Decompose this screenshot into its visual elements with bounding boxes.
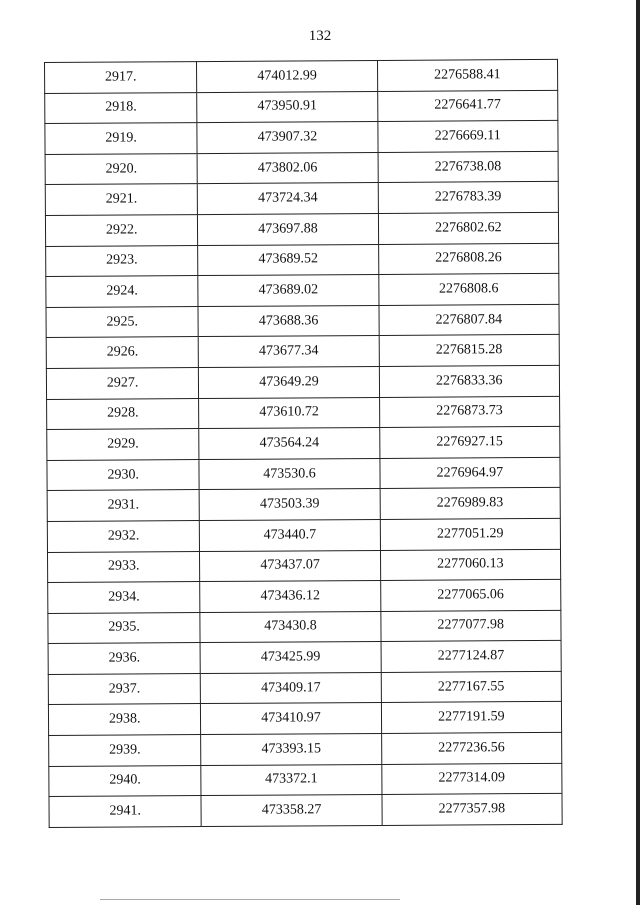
y-coordinate-cell: 2276783.39 <box>378 182 559 214</box>
point-number-cell: 2929. <box>47 429 199 461</box>
point-number-cell: 2937. <box>48 673 200 705</box>
x-coordinate-cell: 473436.12 <box>200 581 380 613</box>
x-coordinate-cell: 473440.7 <box>200 519 380 551</box>
y-coordinate-cell: 2276808.26 <box>378 243 559 275</box>
x-coordinate-cell: 473530.6 <box>199 458 379 490</box>
y-coordinate-cell: 2277060.13 <box>380 549 561 581</box>
table-row <box>45 212 558 246</box>
x-coordinate-cell: 473802.06 <box>197 152 377 184</box>
table-row <box>45 90 558 124</box>
x-coordinate-cell: 473410.97 <box>201 703 381 735</box>
point-number-cell: 2924. <box>46 276 198 308</box>
point-number-cell: 2930. <box>47 459 199 491</box>
table-row <box>46 243 559 277</box>
table-row <box>48 579 561 613</box>
y-coordinate-cell: 2277065.06 <box>380 579 561 611</box>
scan-edge <box>636 0 640 905</box>
y-coordinate-cell: 2277077.98 <box>380 610 561 642</box>
x-coordinate-cell: 473503.39 <box>199 489 379 521</box>
y-coordinate-cell: 2277051.29 <box>380 518 561 550</box>
y-coordinate-cell: 2276807.84 <box>379 304 560 336</box>
table-row <box>49 794 562 828</box>
table-row <box>45 121 558 155</box>
point-number-cell: 2918. <box>45 92 197 124</box>
point-number-cell: 2931. <box>47 490 199 522</box>
point-number-cell: 2921. <box>45 184 197 216</box>
table-row <box>45 182 558 216</box>
point-number-cell: 2935. <box>48 612 200 644</box>
point-number-cell: 2923. <box>46 245 198 277</box>
table-row <box>48 641 561 675</box>
x-coordinate-cell: 473689.52 <box>198 244 378 276</box>
table-row <box>48 702 561 736</box>
table-row <box>46 274 559 308</box>
point-number-cell: 2936. <box>48 643 200 675</box>
point-number-cell: 2926. <box>46 337 198 369</box>
y-coordinate-cell: 2276873.73 <box>379 396 560 428</box>
point-number-cell: 2939. <box>49 735 201 767</box>
y-coordinate-cell: 2276808.6 <box>378 274 559 306</box>
table-row <box>48 671 561 705</box>
y-coordinate-cell: 2276802.62 <box>378 212 559 244</box>
table-row <box>49 763 562 797</box>
x-coordinate-cell: 473437.07 <box>200 550 380 582</box>
table-row <box>47 396 560 430</box>
x-coordinate-cell: 473393.15 <box>201 734 381 766</box>
x-coordinate-cell: 473425.99 <box>200 642 380 674</box>
table-row <box>46 365 559 399</box>
point-number-cell: 2927. <box>46 367 198 399</box>
y-coordinate-cell: 2276588.41 <box>377 59 558 91</box>
coordinates-table <box>44 59 563 828</box>
x-coordinate-cell: 473907.32 <box>197 122 377 154</box>
point-number-cell: 2941. <box>49 796 201 828</box>
table-row <box>49 732 562 766</box>
table-row <box>47 488 560 522</box>
y-coordinate-cell: 2276669.11 <box>377 121 558 153</box>
table-row <box>47 518 560 552</box>
x-coordinate-cell: 473649.29 <box>199 366 379 398</box>
x-coordinate-cell: 473409.17 <box>201 672 381 704</box>
point-number-cell: 2938. <box>48 704 200 736</box>
point-number-cell: 2932. <box>47 520 199 552</box>
y-coordinate-cell: 2277191.59 <box>381 702 562 734</box>
y-coordinate-cell: 2276989.83 <box>380 488 561 520</box>
y-coordinate-cell: 2277124.87 <box>381 641 562 673</box>
x-coordinate-cell: 473372.1 <box>201 764 381 796</box>
y-coordinate-cell: 2277236.56 <box>381 732 562 764</box>
x-coordinate-cell: 473564.24 <box>199 428 379 460</box>
point-number-cell: 2917. <box>45 62 197 94</box>
x-coordinate-cell: 473724.34 <box>198 183 378 215</box>
x-coordinate-cell: 473610.72 <box>199 397 379 429</box>
y-coordinate-cell: 2276964.97 <box>380 457 561 489</box>
table-row <box>48 610 561 644</box>
y-coordinate-cell: 2276833.36 <box>379 365 560 397</box>
y-coordinate-cell: 2276815.28 <box>379 335 560 367</box>
x-coordinate-cell: 473688.36 <box>198 305 378 337</box>
x-coordinate-cell: 474012.99 <box>197 60 377 92</box>
x-coordinate-cell: 473430.8 <box>200 611 380 643</box>
y-coordinate-cell: 2276927.15 <box>379 426 560 458</box>
table-row <box>45 151 558 185</box>
table-row <box>47 426 560 460</box>
y-coordinate-cell: 2277314.09 <box>381 763 562 795</box>
table-row <box>47 549 560 583</box>
point-number-cell: 2933. <box>47 551 199 583</box>
point-number-cell: 2940. <box>49 765 201 797</box>
x-coordinate-cell: 473697.88 <box>198 213 378 245</box>
table-row <box>46 304 559 338</box>
y-coordinate-cell: 2276641.77 <box>377 90 558 122</box>
scan-bottom-line <box>100 899 400 900</box>
x-coordinate-cell: 473358.27 <box>201 795 381 827</box>
table-row <box>47 457 560 491</box>
x-coordinate-cell: 473689.02 <box>198 275 378 307</box>
y-coordinate-cell: 2277167.55 <box>381 671 562 703</box>
y-coordinate-cell: 2277357.98 <box>382 794 563 826</box>
point-number-cell: 2920. <box>45 153 197 185</box>
point-number-cell: 2919. <box>45 123 197 155</box>
point-number-cell: 2934. <box>48 582 200 614</box>
page-number: 132 <box>308 28 332 44</box>
coordinates-table-body <box>45 59 563 827</box>
point-number-cell: 2922. <box>45 215 197 247</box>
point-number-cell: 2928. <box>47 398 199 430</box>
x-coordinate-cell: 473950.91 <box>197 91 377 123</box>
table-row <box>45 59 558 93</box>
y-coordinate-cell: 2276738.08 <box>378 151 559 183</box>
x-coordinate-cell: 473677.34 <box>198 336 378 368</box>
table-row <box>46 335 559 369</box>
point-number-cell: 2925. <box>46 306 198 338</box>
